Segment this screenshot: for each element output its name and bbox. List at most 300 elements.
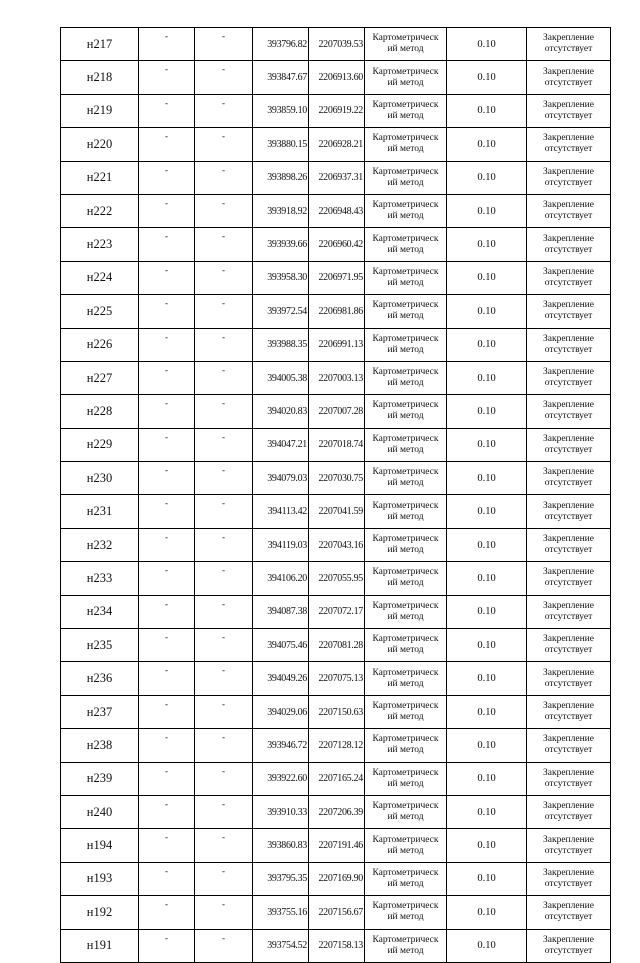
accuracy-cell: 0.10 — [447, 462, 527, 495]
method-cell-line: ий метод — [387, 411, 424, 422]
document-page — [60, 27, 610, 963]
fixation-cell-line: отсутствует — [544, 945, 593, 956]
accuracy-cell: 0.10 — [447, 361, 527, 394]
point-name-cell: н226 — [61, 328, 139, 361]
x-coordinate-cell: 393755.16 — [253, 896, 309, 929]
fixation-cell — [527, 28, 611, 61]
old-x-cell: - — [139, 862, 195, 895]
fixation-cell-line: Закрепление — [543, 33, 594, 44]
fixation-cell — [527, 862, 611, 895]
table-row — [61, 929, 611, 962]
method-cell — [365, 862, 447, 895]
point-name-cell: н230 — [61, 462, 139, 495]
y-coordinate-cell: 2207072.17 — [309, 595, 365, 628]
table-row — [61, 528, 611, 561]
y-coordinate-cell: 2207043.16 — [309, 528, 365, 561]
method-cell-line: Картометрическ — [372, 367, 439, 378]
method-cell-line: ий метод — [387, 378, 424, 389]
accuracy-cell: 0.10 — [447, 495, 527, 528]
point-name-cell: н228 — [61, 395, 139, 428]
x-coordinate-cell: 393859.10 — [253, 94, 309, 127]
x-coordinate-cell: 393860.83 — [253, 829, 309, 862]
accuracy-cell: 0.10 — [447, 61, 527, 94]
fixation-cell-line: отсутствует — [544, 444, 593, 455]
table-row — [61, 896, 611, 929]
old-y-cell: - — [195, 194, 253, 227]
old-y-cell: - — [195, 795, 253, 828]
fixation-cell-line: Закрепление — [543, 99, 594, 110]
table-row — [61, 428, 611, 461]
table-row — [61, 595, 611, 628]
point-name-cell: н239 — [61, 762, 139, 795]
method-cell — [365, 795, 447, 828]
old-x-cell: - — [139, 61, 195, 94]
y-coordinate-cell: 2207055.95 — [309, 562, 365, 595]
fixation-cell-line: отсутствует — [544, 645, 593, 656]
fixation-cell-line: Закрепление — [543, 500, 594, 511]
old-y-cell: - — [195, 862, 253, 895]
method-cell-line: Картометрическ — [372, 200, 439, 211]
x-coordinate-cell: 394047.21 — [253, 428, 309, 461]
fixation-cell-line: Закрепление — [543, 133, 594, 144]
old-y-cell: - — [195, 161, 253, 194]
y-coordinate-cell: 2207169.90 — [309, 862, 365, 895]
method-cell — [365, 729, 447, 762]
method-cell-line: Картометрическ — [372, 867, 439, 878]
table-row — [61, 795, 611, 828]
old-x-cell: - — [139, 228, 195, 261]
fixation-cell — [527, 762, 611, 795]
fixation-cell — [527, 528, 611, 561]
method-cell — [365, 428, 447, 461]
fixation-cell-line: отсутствует — [544, 277, 593, 288]
old-y-cell: - — [195, 495, 253, 528]
table-row — [61, 762, 611, 795]
old-y-cell: - — [195, 28, 253, 61]
old-y-cell: - — [195, 829, 253, 862]
fixation-cell-line: Закрепление — [543, 567, 594, 578]
old-x-cell: - — [139, 428, 195, 461]
old-y-cell: - — [195, 929, 253, 962]
point-name-cell: н238 — [61, 729, 139, 762]
fixation-cell-line: Закрепление — [543, 701, 594, 711]
fixation-cell-line: отсутствует — [544, 578, 593, 589]
fixation-cell — [527, 829, 611, 862]
x-coordinate-cell: 393918.92 — [253, 194, 309, 227]
fixation-cell — [527, 361, 611, 394]
fixation-cell — [527, 695, 611, 728]
table-row — [61, 562, 611, 595]
x-coordinate-cell: 393796.82 — [253, 28, 309, 61]
y-coordinate-cell: 2207007.28 — [309, 395, 365, 428]
fixation-cell — [527, 562, 611, 595]
method-cell-line: ий метод — [387, 44, 424, 55]
point-name-cell: н220 — [61, 128, 139, 161]
table-row — [61, 395, 611, 428]
old-x-cell: - — [139, 562, 195, 595]
accuracy-cell: 0.10 — [447, 795, 527, 828]
accuracy-cell: 0.10 — [447, 862, 527, 895]
method-cell — [365, 161, 447, 194]
accuracy-cell: 0.10 — [447, 929, 527, 962]
table-row — [61, 128, 611, 161]
old-y-cell: - — [195, 61, 253, 94]
method-cell-line: ий метод — [387, 611, 424, 622]
accuracy-cell: 0.10 — [447, 896, 527, 929]
x-coordinate-cell: 393898.26 — [253, 161, 309, 194]
method-cell-line: Картометрическ — [372, 901, 439, 912]
point-name-cell: н233 — [61, 562, 139, 595]
method-cell-line: ий метод — [387, 745, 424, 756]
x-coordinate-cell: 393754.52 — [253, 929, 309, 962]
method-cell — [365, 228, 447, 261]
x-coordinate-cell: 393847.67 — [253, 61, 309, 94]
method-cell — [365, 695, 447, 728]
y-coordinate-cell: 2207191.46 — [309, 829, 365, 862]
fixation-cell-line: Закрепление — [543, 600, 594, 611]
y-coordinate-cell: 2206928.21 — [309, 128, 365, 161]
method-cell — [365, 361, 447, 394]
fixation-cell-line: отсутствует — [544, 311, 593, 322]
y-coordinate-cell: 2207075.13 — [309, 662, 365, 695]
fixation-cell-line: отсутствует — [544, 411, 593, 422]
point-name-cell: н231 — [61, 495, 139, 528]
table-row — [61, 228, 611, 261]
accuracy-cell: 0.10 — [447, 94, 527, 127]
table-row — [61, 194, 611, 227]
method-cell-line: ий метод — [387, 778, 424, 789]
point-name-cell: н236 — [61, 662, 139, 695]
old-x-cell: - — [139, 896, 195, 929]
fixation-cell-line: Закрепление — [543, 233, 594, 244]
y-coordinate-cell: 2206991.13 — [309, 328, 365, 361]
old-y-cell: - — [195, 462, 253, 495]
method-cell-line: ий метод — [387, 244, 424, 255]
fixation-cell-line: Закрепление — [543, 734, 594, 745]
point-name-cell: н192 — [61, 896, 139, 929]
method-cell-line: Картометрическ — [372, 834, 439, 845]
accuracy-cell: 0.10 — [447, 28, 527, 61]
point-name-cell: н218 — [61, 61, 139, 94]
fixation-cell-line: отсутствует — [544, 478, 593, 489]
y-coordinate-cell: 2206913.60 — [309, 61, 365, 94]
method-cell — [365, 528, 447, 561]
old-y-cell: - — [195, 662, 253, 695]
method-cell — [365, 194, 447, 227]
method-cell-line: Картометрическ — [372, 600, 439, 611]
method-cell-line: ий метод — [387, 645, 424, 656]
fixation-cell — [527, 395, 611, 428]
method-cell-line: Картометрическ — [372, 133, 439, 144]
method-cell — [365, 495, 447, 528]
old-y-cell: - — [195, 328, 253, 361]
x-coordinate-cell: 394049.26 — [253, 662, 309, 695]
x-coordinate-cell: 394079.03 — [253, 462, 309, 495]
old-y-cell: - — [195, 395, 253, 428]
accuracy-cell: 0.10 — [447, 829, 527, 862]
accuracy-cell: 0.10 — [447, 261, 527, 294]
fixation-cell-line: Закрепление — [543, 801, 594, 812]
old-x-cell: - — [139, 729, 195, 762]
y-coordinate-cell: 2206981.86 — [309, 295, 365, 328]
table-row — [61, 629, 611, 662]
fixation-cell — [527, 495, 611, 528]
old-y-cell: - — [195, 261, 253, 294]
old-x-cell: - — [139, 28, 195, 61]
table-row — [61, 361, 611, 394]
table-row — [61, 295, 611, 328]
accuracy-cell: 0.10 — [447, 629, 527, 662]
y-coordinate-cell: 2207039.53 — [309, 28, 365, 61]
method-cell-line: Картометрическ — [372, 534, 439, 545]
x-coordinate-cell: 394005.38 — [253, 361, 309, 394]
x-coordinate-cell: 394119.03 — [253, 528, 309, 561]
fixation-cell — [527, 295, 611, 328]
old-x-cell: - — [139, 462, 195, 495]
table-row — [61, 662, 611, 695]
x-coordinate-cell: 393958.30 — [253, 261, 309, 294]
method-cell-line: ий метод — [387, 845, 424, 856]
old-y-cell: - — [195, 295, 253, 328]
x-coordinate-cell: 393988.35 — [253, 328, 309, 361]
point-name-cell: н219 — [61, 94, 139, 127]
point-name-cell: н234 — [61, 595, 139, 628]
x-coordinate-cell: 393922.60 — [253, 762, 309, 795]
fixation-cell-line: Закрепление — [543, 901, 594, 912]
x-coordinate-cell: 393910.33 — [253, 795, 309, 828]
method-cell-line: ий метод — [387, 945, 424, 956]
fixation-cell — [527, 261, 611, 294]
y-coordinate-cell: 2207165.24 — [309, 762, 365, 795]
x-coordinate-cell: 394087.38 — [253, 595, 309, 628]
fixation-cell-line: отсутствует — [544, 77, 593, 88]
x-coordinate-cell: 393972.54 — [253, 295, 309, 328]
old-x-cell: - — [139, 795, 195, 828]
fixation-cell — [527, 929, 611, 962]
fixation-cell-line: отсутствует — [544, 378, 593, 389]
y-coordinate-cell: 2207041.59 — [309, 495, 365, 528]
method-cell-line: ий метод — [387, 712, 424, 722]
fixation-cell-line: отсутствует — [544, 878, 593, 889]
fixation-cell-line: отсутствует — [544, 511, 593, 522]
fixation-cell-line: отсутствует — [544, 778, 593, 789]
point-name-cell: н191 — [61, 929, 139, 962]
method-cell — [365, 896, 447, 929]
old-y-cell: - — [195, 428, 253, 461]
old-y-cell: - — [195, 729, 253, 762]
old-x-cell: - — [139, 762, 195, 795]
method-cell — [365, 629, 447, 662]
old-y-cell: - — [195, 528, 253, 561]
old-x-cell: - — [139, 94, 195, 127]
point-name-cell: н217 — [61, 28, 139, 61]
table-row — [61, 261, 611, 294]
fixation-cell-line: Закрепление — [543, 934, 594, 945]
y-coordinate-cell: 2207018.74 — [309, 428, 365, 461]
coordinates-table — [60, 27, 611, 963]
old-y-cell: - — [195, 695, 253, 728]
y-coordinate-cell: 2207081.28 — [309, 629, 365, 662]
accuracy-cell: 0.10 — [447, 194, 527, 227]
fixation-cell — [527, 462, 611, 495]
method-cell-line: ий метод — [387, 912, 424, 923]
method-cell — [365, 295, 447, 328]
fixation-cell — [527, 595, 611, 628]
fixation-cell — [527, 896, 611, 929]
accuracy-cell: 0.10 — [447, 395, 527, 428]
x-coordinate-cell: 393880.15 — [253, 128, 309, 161]
old-x-cell: - — [139, 395, 195, 428]
fixation-cell-line: отсутствует — [544, 44, 593, 55]
method-cell — [365, 261, 447, 294]
table-row — [61, 862, 611, 895]
fixation-cell-line: отсутствует — [544, 211, 593, 222]
fixation-cell — [527, 328, 611, 361]
y-coordinate-cell: 2207030.75 — [309, 462, 365, 495]
fixation-cell-line: отсутствует — [544, 177, 593, 188]
method-cell-line: ий метод — [387, 144, 424, 155]
accuracy-cell: 0.10 — [447, 295, 527, 328]
fixation-cell-line: отсутствует — [544, 344, 593, 355]
fixation-cell-line: отсутствует — [544, 545, 593, 556]
point-name-cell: н194 — [61, 829, 139, 862]
fixation-cell-line: Закрепление — [543, 166, 594, 177]
method-cell-line: Картометрическ — [372, 667, 439, 678]
y-coordinate-cell: 2206948.43 — [309, 194, 365, 227]
method-cell-line: ий метод — [387, 478, 424, 489]
method-cell — [365, 328, 447, 361]
method-cell — [365, 829, 447, 862]
old-x-cell: - — [139, 695, 195, 728]
method-cell-line: Картометрическ — [372, 99, 439, 110]
point-name-cell: н235 — [61, 629, 139, 662]
method-cell-line: Картометрическ — [372, 634, 439, 645]
table-row — [61, 729, 611, 762]
method-cell-line: Картометрическ — [372, 266, 439, 277]
method-cell-line: Картометрическ — [372, 567, 439, 578]
x-coordinate-cell: 394020.83 — [253, 395, 309, 428]
fixation-cell — [527, 228, 611, 261]
method-cell-line: Картометрическ — [372, 433, 439, 444]
fixation-cell — [527, 428, 611, 461]
method-cell-line: ий метод — [387, 812, 424, 823]
method-cell-line: ий метод — [387, 578, 424, 589]
fixation-cell-line: Закрепление — [543, 433, 594, 444]
fixation-cell — [527, 128, 611, 161]
y-coordinate-cell: 2207158.13 — [309, 929, 365, 962]
old-y-cell: - — [195, 629, 253, 662]
method-cell-line: Картометрическ — [372, 166, 439, 177]
fixation-cell-line: отсутствует — [544, 244, 593, 255]
fixation-cell-line: Закрепление — [543, 534, 594, 545]
method-cell-line: ий метод — [387, 277, 424, 288]
fixation-cell-line: Закрепление — [543, 467, 594, 478]
method-cell — [365, 94, 447, 127]
x-coordinate-cell: 394029.06 — [253, 695, 309, 728]
old-x-cell: - — [139, 328, 195, 361]
old-x-cell: - — [139, 662, 195, 695]
method-cell — [365, 61, 447, 94]
y-coordinate-cell: 2206971.95 — [309, 261, 365, 294]
fixation-cell-line: Закрепление — [543, 834, 594, 845]
old-x-cell: - — [139, 595, 195, 628]
accuracy-cell: 0.10 — [447, 161, 527, 194]
accuracy-cell: 0.10 — [447, 128, 527, 161]
accuracy-cell: 0.10 — [447, 762, 527, 795]
x-coordinate-cell: 394075.46 — [253, 629, 309, 662]
table-row — [61, 28, 611, 61]
old-x-cell: - — [139, 495, 195, 528]
accuracy-cell: 0.10 — [447, 228, 527, 261]
point-name-cell: н240 — [61, 795, 139, 828]
fixation-cell — [527, 61, 611, 94]
y-coordinate-cell: 2207128.12 — [309, 729, 365, 762]
fixation-cell-line: Закрепление — [543, 266, 594, 277]
method-cell-line: Картометрическ — [372, 934, 439, 945]
fixation-cell — [527, 629, 611, 662]
old-y-cell: - — [195, 128, 253, 161]
method-cell-line: ий метод — [387, 77, 424, 88]
y-coordinate-cell: 2207003.13 — [309, 361, 365, 394]
old-x-cell: - — [139, 128, 195, 161]
old-y-cell: - — [195, 94, 253, 127]
method-cell-line: ий метод — [387, 177, 424, 188]
fixation-cell — [527, 194, 611, 227]
old-y-cell: - — [195, 361, 253, 394]
old-y-cell: - — [195, 896, 253, 929]
method-cell-line: Картометрическ — [372, 66, 439, 77]
method-cell — [365, 762, 447, 795]
table-row — [61, 495, 611, 528]
method-cell — [365, 462, 447, 495]
y-coordinate-cell: 2207206.39 — [309, 795, 365, 828]
method-cell-line: ий метод — [387, 344, 424, 355]
fixation-cell-line: Закрепление — [543, 333, 594, 344]
method-cell-line: Картометрическ — [372, 734, 439, 745]
fixation-cell — [527, 161, 611, 194]
fixation-cell-line: отсутствует — [544, 912, 593, 923]
point-name-cell: н221 — [61, 161, 139, 194]
method-cell-line: ий метод — [387, 211, 424, 222]
method-cell — [365, 562, 447, 595]
fixation-cell — [527, 795, 611, 828]
old-x-cell: - — [139, 361, 195, 394]
x-coordinate-cell: 393939.66 — [253, 228, 309, 261]
point-name-cell: н225 — [61, 295, 139, 328]
fixation-cell-line: Закрепление — [543, 367, 594, 378]
method-cell-line: Картометрическ — [372, 767, 439, 778]
fixation-cell-line: Закрепление — [543, 400, 594, 411]
method-cell — [365, 395, 447, 428]
method-cell-line: Картометрическ — [372, 500, 439, 511]
method-cell-line: ий метод — [387, 511, 424, 522]
fixation-cell-line: отсутствует — [544, 812, 593, 823]
point-name-cell: н227 — [61, 361, 139, 394]
old-x-cell: - — [139, 295, 195, 328]
method-cell-line: Картометрическ — [372, 33, 439, 44]
accuracy-cell: 0.10 — [447, 428, 527, 461]
table-row — [61, 462, 611, 495]
fixation-cell — [527, 662, 611, 695]
x-coordinate-cell: 394106.20 — [253, 562, 309, 595]
fixation-cell-line: отсутствует — [544, 110, 593, 121]
old-x-cell: - — [139, 929, 195, 962]
table-row — [61, 328, 611, 361]
method-cell-line: ий метод — [387, 110, 424, 121]
old-y-cell: - — [195, 762, 253, 795]
method-cell-line: Картометрическ — [372, 300, 439, 311]
fixation-cell-line: отсутствует — [544, 712, 593, 722]
